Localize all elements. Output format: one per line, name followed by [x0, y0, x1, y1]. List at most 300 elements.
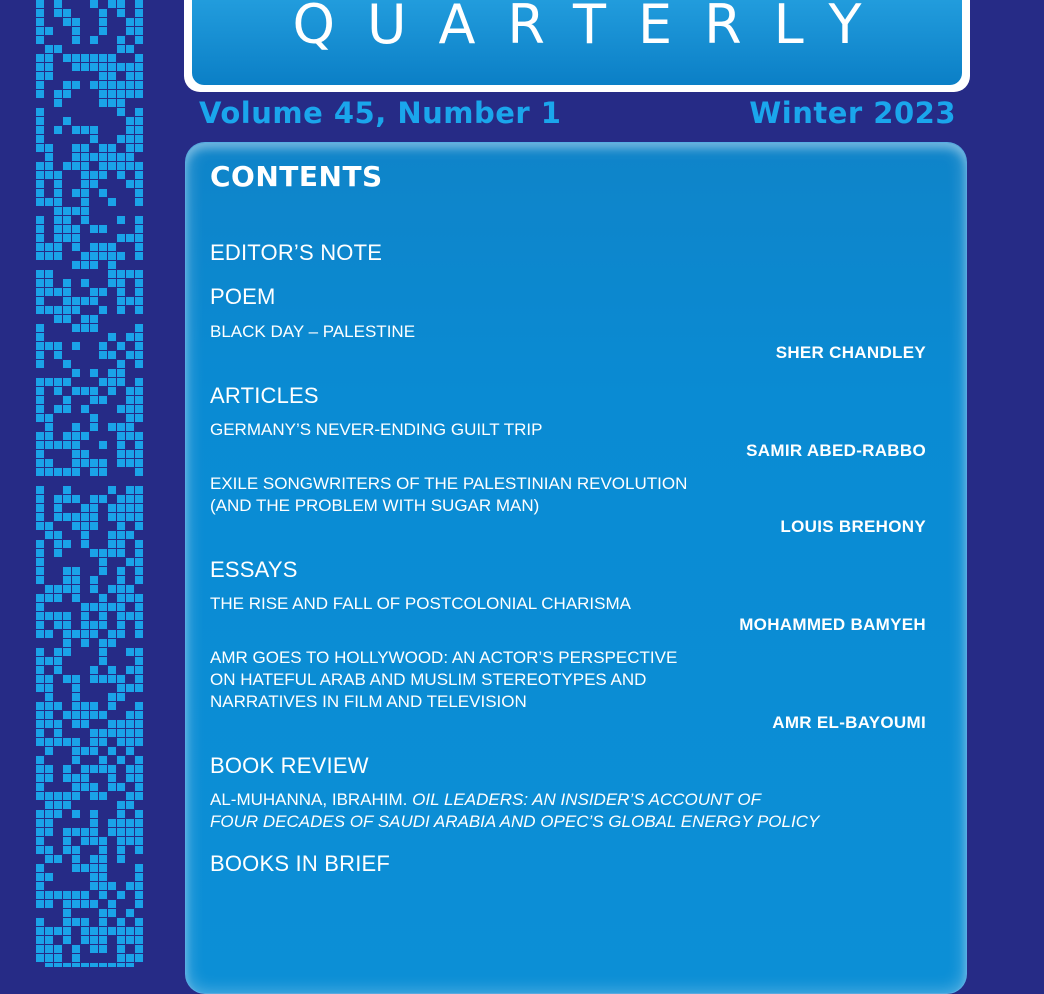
- review-book-title-cont: FOUR DECADES OF SAUDI ARABIA AND OPEC’S GLOBAL ENERGY POLICY: [210, 812, 820, 831]
- kufic-block: [45, 738, 53, 746]
- kufic-block: [45, 243, 53, 251]
- kufic-block: [126, 954, 134, 962]
- kufic-block: [36, 828, 44, 836]
- kufic-block: [126, 63, 134, 71]
- kufic-block: [135, 297, 143, 305]
- kufic-block: [45, 891, 53, 899]
- kufic-block: [36, 495, 44, 503]
- kufic-block: [126, 81, 134, 89]
- kufic-block: [45, 747, 53, 755]
- kufic-block: [108, 630, 116, 638]
- kufic-block: [90, 855, 98, 863]
- kufic-block: [126, 558, 134, 566]
- kufic-block: [45, 378, 53, 386]
- kufic-block: [72, 162, 80, 170]
- kufic-block: [81, 783, 89, 791]
- kufic-block: [72, 513, 80, 521]
- kufic-block: [36, 774, 44, 782]
- kufic-block: [72, 234, 80, 242]
- kufic-block: [54, 945, 62, 953]
- kufic-block: [99, 909, 107, 917]
- kufic-block: [54, 189, 62, 197]
- kufic-block: [72, 144, 80, 152]
- kufic-block: [117, 252, 125, 260]
- kufic-block: [36, 108, 44, 116]
- kufic-block: [135, 612, 143, 620]
- kufic-block: [45, 270, 53, 278]
- kufic-block: [108, 270, 116, 278]
- kufic-block: [72, 576, 80, 584]
- kufic-block: [81, 180, 89, 188]
- kufic-block: [45, 630, 53, 638]
- kufic-block: [108, 675, 116, 683]
- kufic-block: [108, 387, 116, 395]
- kufic-block: [45, 711, 53, 719]
- kufic-block: [45, 288, 53, 296]
- kufic-block: [81, 522, 89, 530]
- kufic-block: [108, 513, 116, 521]
- kufic-block: [63, 207, 71, 215]
- kufic-block: [135, 225, 143, 233]
- kufic-block: [90, 810, 98, 818]
- kufic-block: [36, 810, 44, 818]
- kufic-block: [135, 954, 143, 962]
- kufic-block: [126, 351, 134, 359]
- kufic-block: [36, 306, 44, 314]
- kufic-block: [117, 63, 125, 71]
- kufic-block: [36, 288, 44, 296]
- kufic-block: [126, 585, 134, 593]
- kufic-block: [36, 603, 44, 611]
- kufic-block: [36, 630, 44, 638]
- kufic-block: [108, 198, 116, 206]
- kufic-block: [135, 828, 143, 836]
- kufic-block: [108, 81, 116, 89]
- kufic-block: [108, 882, 116, 890]
- kufic-block: [90, 738, 98, 746]
- journal-title: QUARTERLY: [292, 0, 894, 56]
- kufic-block: [99, 675, 107, 683]
- kufic-block: [36, 90, 44, 98]
- toc-section-articles: ARTICLES: [210, 383, 319, 408]
- kufic-block: [108, 540, 116, 548]
- kufic-block: [36, 297, 44, 305]
- kufic-block: [90, 864, 98, 872]
- kufic-block: [99, 162, 107, 170]
- kufic-block: [99, 9, 107, 17]
- kufic-block: [108, 639, 116, 647]
- kufic-block: [45, 279, 53, 287]
- kufic-block: [81, 702, 89, 710]
- kufic-block: [72, 738, 80, 746]
- kufic-block: [108, 144, 116, 152]
- kufic-block: [72, 585, 80, 593]
- kufic-block: [126, 909, 134, 917]
- kufic-block: [45, 63, 53, 71]
- kufic-block: [99, 756, 107, 764]
- kufic-block: [90, 882, 98, 890]
- toc-entry-essay: [210, 593, 926, 635]
- kufic-block: [81, 171, 89, 179]
- kufic-block: [63, 774, 71, 782]
- kufic-block: [36, 576, 44, 584]
- kufic-block: [63, 54, 71, 62]
- kufic-block: [135, 405, 143, 413]
- entry-author: SAMIR ABED-RABBO: [746, 441, 926, 460]
- kufic-block: [126, 117, 134, 125]
- kufic-block: [36, 243, 44, 251]
- kufic-block: [99, 873, 107, 881]
- kufic-block: [135, 918, 143, 926]
- kufic-block: [108, 99, 116, 107]
- kufic-block: [90, 783, 98, 791]
- kufic-block: [135, 504, 143, 512]
- kufic-block: [90, 243, 98, 251]
- kufic-block: [126, 333, 134, 341]
- kufic-block: [90, 819, 98, 827]
- kufic-block: [72, 36, 80, 44]
- kufic-block: [72, 63, 80, 71]
- kufic-block: [135, 648, 143, 656]
- kufic-block: [81, 252, 89, 260]
- toc-entry-essay: [210, 647, 926, 733]
- kufic-block: [90, 36, 98, 44]
- kufic-block: [117, 432, 125, 440]
- kufic-block: [135, 522, 143, 530]
- kufic-block: [117, 693, 125, 701]
- kufic-block: [90, 504, 98, 512]
- kufic-block: [63, 936, 71, 944]
- kufic-block: [36, 468, 44, 476]
- kufic-block: [72, 243, 80, 251]
- kufic-block: [36, 513, 44, 521]
- kufic-block: [117, 549, 125, 557]
- kufic-block: [72, 369, 80, 377]
- kufic-block: [108, 765, 116, 773]
- kufic-block: [126, 837, 134, 845]
- kufic-block: [99, 603, 107, 611]
- kufic-block: [54, 342, 62, 350]
- kufic-block: [36, 126, 44, 134]
- entry-title-line: NARRATIVES IN FILM AND TELEVISION: [210, 692, 527, 711]
- kufic-block: [54, 954, 62, 962]
- kufic-block: [72, 945, 80, 953]
- kufic-block: [90, 549, 98, 557]
- kufic-block: [117, 918, 125, 926]
- kufic-block: [135, 351, 143, 359]
- kufic-block: [63, 315, 71, 323]
- kufic-block: [36, 0, 44, 8]
- kufic-block: [81, 126, 89, 134]
- kufic-block: [45, 198, 53, 206]
- kufic-block: [81, 774, 89, 782]
- kufic-block: [117, 801, 125, 809]
- kufic-block: [72, 432, 80, 440]
- kufic-block: [117, 540, 125, 548]
- kufic-block: [90, 135, 98, 143]
- kufic-block: [108, 963, 116, 967]
- kufic-block: [108, 909, 116, 917]
- kufic-block: [126, 423, 134, 431]
- kufic-block: [126, 396, 134, 404]
- kufic-block: [63, 567, 71, 575]
- kufic-block: [36, 819, 44, 827]
- kufic-block: [54, 963, 62, 967]
- kufic-block: [36, 729, 44, 737]
- kufic-block: [72, 207, 80, 215]
- kufic-block: [135, 378, 143, 386]
- kufic-block: [90, 414, 98, 422]
- kufic-block: [117, 171, 125, 179]
- kufic-block: [36, 333, 44, 341]
- kufic-block: [63, 279, 71, 287]
- kufic-block: [45, 252, 53, 260]
- kufic-block: [36, 396, 44, 404]
- kufic-block: [63, 585, 71, 593]
- kufic-block: [117, 630, 125, 638]
- kufic-block: [90, 630, 98, 638]
- kufic-block: [117, 234, 125, 242]
- kufic-block: [90, 585, 98, 593]
- kufic-block: [117, 162, 125, 170]
- kufic-block: [126, 450, 134, 458]
- kufic-block: [63, 765, 71, 773]
- kufic-block: [135, 864, 143, 872]
- entry-title-line: ON HATEFUL ARAB AND MUSLIM STEREOTYPES AND: [210, 670, 647, 689]
- issue-volume: Volume 45, Number 1: [199, 96, 562, 130]
- kufic-block: [135, 891, 143, 899]
- kufic-block: [63, 9, 71, 17]
- kufic-block: [117, 855, 125, 863]
- kufic-block: [126, 666, 134, 674]
- kufic-block: [63, 378, 71, 386]
- kufic-block: [126, 45, 134, 53]
- kufic-block: [135, 738, 143, 746]
- kufic-block: [63, 495, 71, 503]
- kufic-block: [135, 252, 143, 260]
- kufic-block: [135, 18, 143, 26]
- kufic-block: [81, 603, 89, 611]
- kufic-block: [99, 558, 107, 566]
- kufic-block: [135, 774, 143, 782]
- kufic-block: [54, 234, 62, 242]
- kufic-block: [45, 675, 53, 683]
- kufic-block: [36, 882, 44, 890]
- kufic-block: [126, 486, 134, 494]
- kufic-block: [99, 81, 107, 89]
- kufic-block: [54, 612, 62, 620]
- kufic-block: [81, 963, 89, 967]
- kufic-block: [36, 684, 44, 692]
- kufic-block: [126, 765, 134, 773]
- kufic-block: [108, 666, 116, 674]
- kufic-block: [36, 378, 44, 386]
- kufic-block: [135, 180, 143, 188]
- kufic-block: [126, 513, 134, 521]
- kufic-block: [72, 963, 80, 967]
- kufic-block: [117, 846, 125, 854]
- kufic-block: [45, 873, 53, 881]
- kufic-block: [99, 54, 107, 62]
- kufic-block: [126, 531, 134, 539]
- kufic-block: [135, 0, 143, 8]
- kufic-block: [81, 216, 89, 224]
- kufic-block: [135, 594, 143, 602]
- kufic-block: [135, 513, 143, 521]
- kufic-block: [117, 45, 125, 53]
- kufic-block: [99, 855, 107, 863]
- kufic-block: [63, 711, 71, 719]
- kufic-block: [72, 468, 80, 476]
- kufic-block: [45, 810, 53, 818]
- kufic-block: [108, 243, 116, 251]
- kufic-block: [135, 603, 143, 611]
- kufic-block: [117, 810, 125, 818]
- kufic-block: [36, 567, 44, 575]
- kufic-block: [99, 306, 107, 314]
- kufic-block: [90, 711, 98, 719]
- kufic-block: [135, 495, 143, 503]
- kufic-block: [72, 684, 80, 692]
- kufic-block: [99, 891, 107, 899]
- toc-entry-article: [210, 473, 926, 537]
- kufic-block: [99, 378, 107, 386]
- kufic-block: [126, 927, 134, 935]
- kufic-block: [36, 666, 44, 674]
- kufic-block: [99, 396, 107, 404]
- kufic-block: [117, 504, 125, 512]
- kufic-block: [126, 144, 134, 152]
- kufic-block: [63, 360, 71, 368]
- kufic-block: [45, 693, 53, 701]
- kufic-block: [99, 459, 107, 467]
- kufic-block: [90, 468, 98, 476]
- kufic-block: [36, 594, 44, 602]
- kufic-block: [36, 279, 44, 287]
- kufic-block: [99, 351, 107, 359]
- kufic-block: [45, 801, 53, 809]
- kufic-block: [45, 342, 53, 350]
- kufic-block: [126, 594, 134, 602]
- kufic-block: [135, 396, 143, 404]
- kufic-block: [45, 927, 53, 935]
- kufic-block: [36, 441, 44, 449]
- kufic-block: [117, 9, 125, 17]
- kufic-block: [36, 81, 44, 89]
- kufic-block: [108, 531, 116, 539]
- kufic-block: [135, 558, 143, 566]
- kufic-block: [117, 513, 125, 521]
- kufic-block: [81, 63, 89, 71]
- kufic-block: [81, 459, 89, 467]
- kufic-block: [90, 603, 98, 611]
- kufic-block: [81, 144, 89, 152]
- kufic-block: [72, 225, 80, 233]
- kufic-block: [117, 567, 125, 575]
- kufic-block: [36, 459, 44, 467]
- kufic-block: [117, 594, 125, 602]
- kufic-block: [99, 468, 107, 476]
- kufic-block: [126, 234, 134, 242]
- kufic-block: [63, 540, 71, 548]
- kufic-block: [81, 900, 89, 908]
- kufic-block: [135, 621, 143, 629]
- kufic-block: [117, 936, 125, 944]
- kufic-block: [117, 360, 125, 368]
- kufic-block: [81, 621, 89, 629]
- kufic-block: [81, 513, 89, 521]
- kufic-block: [63, 486, 71, 494]
- kufic-block: [63, 918, 71, 926]
- kufic-block: [99, 144, 107, 152]
- kufic-block: [135, 549, 143, 557]
- kufic-block: [108, 720, 116, 728]
- kufic-block: [135, 684, 143, 692]
- kufic-block: [72, 675, 80, 683]
- kufic-block: [90, 180, 98, 188]
- kufic-block: [108, 54, 116, 62]
- kufic-block: [108, 504, 116, 512]
- kufic-block: [117, 441, 125, 449]
- kufic-block: [90, 225, 98, 233]
- kufic-block: [99, 765, 107, 773]
- kufic-block: [108, 0, 116, 8]
- kufic-block: [45, 945, 53, 953]
- kufic-block: [135, 675, 143, 683]
- kufic-block: [36, 918, 44, 926]
- kufic-block: [135, 216, 143, 224]
- kufic-block: [63, 306, 71, 314]
- kufic-block: [90, 315, 98, 323]
- kufic-block: [36, 342, 44, 350]
- kufic-block: [135, 729, 143, 737]
- kufic-block: [135, 900, 143, 908]
- entry-title: BLACK DAY – PALESTINE: [210, 322, 416, 341]
- kufic-block: [63, 927, 71, 935]
- kufic-block: [63, 288, 71, 296]
- kufic-block: [135, 108, 143, 116]
- kufic-block: [36, 216, 44, 224]
- kufic-block: [45, 963, 53, 967]
- kufic-block: [135, 441, 143, 449]
- kufic-block: [117, 423, 125, 431]
- toc-section-poem: POEM: [210, 284, 276, 309]
- kufic-block: [135, 243, 143, 251]
- kufic-block: [135, 162, 143, 170]
- kufic-block: [36, 414, 44, 422]
- kufic-calligraphy-strip: [36, 0, 144, 967]
- kufic-block: [99, 189, 107, 197]
- kufic-block: [72, 855, 80, 863]
- kufic-block: [45, 900, 53, 908]
- kufic-block: [126, 459, 134, 467]
- kufic-block: [135, 288, 143, 296]
- kufic-block: [81, 765, 89, 773]
- kufic-block: [36, 198, 44, 206]
- kufic-block: [81, 261, 89, 269]
- kufic-block: [90, 261, 98, 269]
- kufic-block: [72, 954, 80, 962]
- kufic-block: [54, 855, 62, 863]
- kufic-block: [63, 612, 71, 620]
- kufic-block: [36, 873, 44, 881]
- kufic-block: [126, 495, 134, 503]
- kufic-block: [45, 54, 53, 62]
- kufic-block: [126, 18, 134, 26]
- kufic-block: [72, 747, 80, 755]
- kufic-block: [108, 279, 116, 287]
- kufic-block: [90, 459, 98, 467]
